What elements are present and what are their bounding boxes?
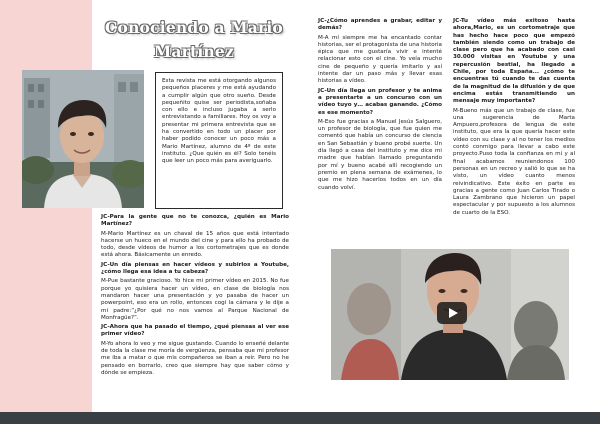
question-text: JC-Un día piensas en hacer vídeos y subirlos a Youtube, ¿cómo llega esa idea a tu cabeza?	[101, 261, 289, 276]
play-icon	[447, 307, 459, 319]
portrait-photo	[22, 70, 144, 208]
question-text: JC-Para la gente que no te conozca, ¿quién es Mario Martínez?	[101, 214, 289, 228]
page-title: Conociendo a Mario Martínez	[105, 18, 283, 61]
question-text: JC-Tu vídeo más exitoso hasta ahora,Mario, es un cortometraje que has hecho hace poco que empezó también siendo como un trabajo de clase pero que ha acabado con casi 30.000 visitas en Youtube y una repercusión bestial, ha llegado a Chile, por toda España... ¿cómo te encuentras tú cuando te das cuenta de la magnitud de la difusión y de que encima estás transmitiendo un mensaje muy importante?	[453, 18, 575, 105]
answer-text: M-Pue bastante gracioso. Yo hice mi primer vídeo en 2015. No fue porque yo quisiera hacer un vídeo, en clase de biología nos mandaron hacer una presentación y yo pasaba de hacer un powerpoint, eso era un rollo, entonces cogí la cámara y le dije a mi padre:”¿Por qué no nos vamos al Parque Nacional de Monfragüe?”.	[101, 278, 289, 321]
interview-column-2	[318, 18, 442, 194]
question-text: JC-¿Cómo aprendes a grabar, editar y demás?	[318, 18, 442, 32]
interview-column-1	[101, 214, 289, 379]
question-text: JC-Un día llega un profesor y te anima a presentarte a un concurso con un vídeo tuyo y… acabas ganando. ¿Cómo es ese momento?	[318, 87, 442, 116]
answer-text: M-A mí siempre me ha encantado contar historias, ser el protagonista de una historia épica que me gustaría vivir e intenté relacionar esto con el cine. Yo veía mucho cine de pequeño y quería imitarlo y así intente dar un paso más y llevar esas historias a vídeo.	[318, 34, 442, 85]
answer-text: M-Bueno más que un trabajo de clase, fue una sugerencia de Marta Ampuero,profesora de lengua de este instituto, que era la que quería hacer este vídeo con su clase y al no tener los medios contó conmigo para llevar a cabo este proyecto.Puso toda la confianza en mí y al final acabamos reuniendonos 100 personas en un recreo y salió lo que se ha visto, un vídeo cuanto menos reivindicativo. Este éxito en parte es gracias a gente como Juan Carlos Tirado o Laura Zambrano que hicieron un papel espectacular y por supuesto a los alumnos de cuarto de la ESO.	[453, 107, 575, 216]
interview-column-3	[453, 18, 575, 219]
intro-box	[155, 72, 283, 209]
intro-text: Esta revista me está otorgando algunos pequeños placeres y me está ayudando a cumplir algún que otro sueño. Desde pequeñito quise ser periodista,soñaba con ello e incluso jugaba a serlo entrevistando a familiares. Hoy os voy a presentar mi primera entrevista que se ha convertido en todo un placer por haber podido conocer un poco más a Mario Martínez, alumno de 4º de este instituto. ¿Que quién es él? Solo tenéis que leer un poco más para averiguarlo.	[162, 78, 276, 165]
bottom-bar	[0, 412, 600, 424]
answer-text: M-Yo ahora lo veo y me sigue gustando. Cuando lo enseñé delante de toda la clase me moría de vergüenza, pensaba que mi profesor me iba a matar o que mis compañeros se iban a reír. Pero no he pensado en borrarlo, creo que siempre hay que saber cómo y dónde se empieza.	[101, 340, 289, 376]
play-button[interactable]	[437, 302, 467, 324]
answer-text: M-Eso fue gracias a Manuel Jesús Salguero, un profesor de biología, que fue quien me comentó que había un concurso de ciencia en San Sebastián y bueno probé suerte. Un día llegó a casa del instituto y me dice mi madre que habían llamado preguntando por mí y bueno acabé allí recogiendo un premio en plena semana de exámenes, lo que me hizo hacerlos todos en un día cuando volví.	[318, 118, 442, 191]
video-embed[interactable]	[331, 249, 569, 380]
answer-text: M-Mario Martínez es un chaval de 15 años que está intentado hacerse un hueco en el mundo del cine y para ello ha probado de todo, desde vídeos de humor a los cortometrajes que es donde está ahora. Básicamente un enredo.	[101, 230, 289, 259]
question-text: JC-Ahora que ha pasado el tiempo, ¿qué piensas al ver ese primer vídeo?	[101, 324, 289, 338]
